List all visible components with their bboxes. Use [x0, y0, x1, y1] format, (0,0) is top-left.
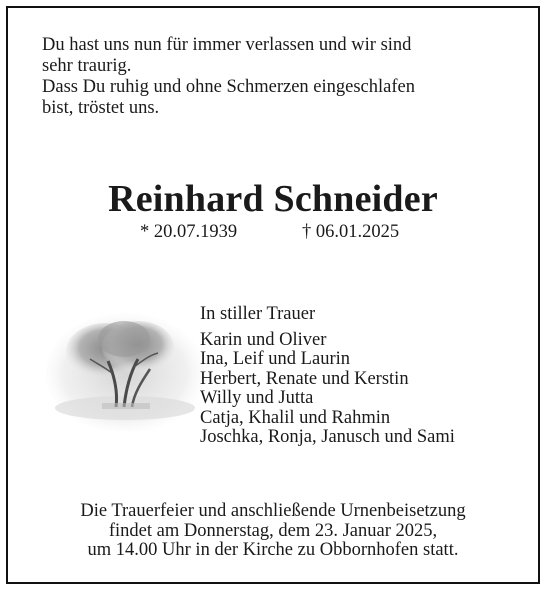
poem-line: Du hast uns nun für immer verlassen und wir sind	[42, 35, 412, 55]
service-line: findet am Donnerstag, dem 23. Januar 2025,	[108, 520, 438, 541]
death-date: † 06.01.2025	[302, 222, 400, 242]
service-line: Die Trauerfeier und anschließende Urnenbeisetzung	[80, 501, 466, 521]
mourners-block	[200, 305, 455, 448]
poem-line: sehr traurig.	[42, 56, 132, 76]
birth-date: * 20.07.1939	[140, 222, 238, 242]
poem	[42, 35, 512, 119]
service-info	[8, 502, 538, 561]
mourner-line: Willy und Jutta	[200, 388, 314, 408]
obituary-notice	[6, 6, 540, 584]
mourner-line: Herbert, Renate und Kerstin	[200, 368, 409, 389]
poem-line: bist, tröstet uns.	[42, 98, 160, 118]
mourner-line: Ina, Leif und Laurin	[200, 349, 350, 369]
mourner-line: Joschka, Ronja, Janusch und Sami	[200, 427, 455, 447]
mourning-intro: In stiller Trauer	[200, 304, 316, 324]
tree-illustration-icon	[46, 303, 204, 431]
mourner-line: Karin und Oliver	[200, 329, 327, 350]
poem-line: Dass Du ruhig und ohne Schmerzen eingeschlafen	[42, 77, 415, 97]
service-line: um 14.00 Uhr in der Kirche zu Obbornhofen statt.	[87, 540, 459, 560]
deceased-name: Reinhard Schneider	[108, 178, 438, 220]
mourner-line: Catja, Khalil und Rahmin	[200, 407, 391, 428]
